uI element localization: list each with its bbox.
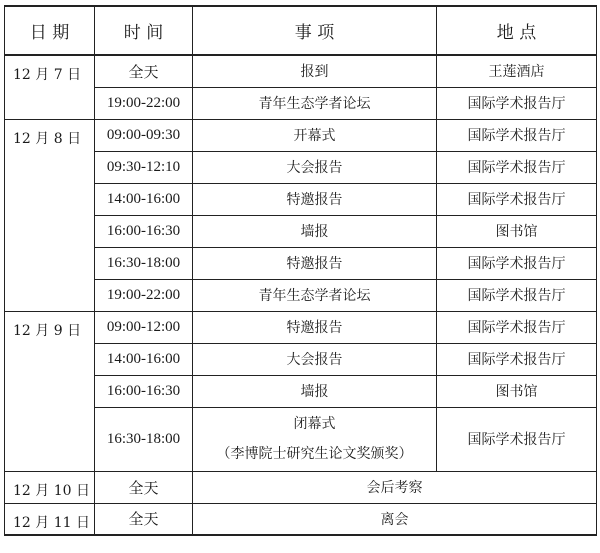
time-cell: 19:00-22:00	[95, 279, 193, 311]
time-cell: 16:00-16:30	[95, 215, 193, 247]
location-cell: 国际学术报告厅	[437, 279, 597, 311]
location-cell: 国际学术报告厅	[437, 311, 597, 343]
time-cell: 全天	[95, 55, 193, 87]
header-location: 地 点	[437, 6, 597, 55]
event-cell: 报到	[193, 55, 437, 87]
table-row	[5, 55, 597, 87]
event-title: 闭幕式	[293, 416, 336, 432]
location-cell: 国际学术报告厅	[437, 119, 597, 151]
event-cell: 特邀报告	[193, 183, 437, 215]
date-cell: 12 月 10 日	[5, 471, 95, 503]
date-cell: 12 月 7 日	[5, 55, 95, 119]
time-cell: 全天	[95, 503, 193, 535]
header-event: 事 项	[193, 6, 437, 55]
event-cell: 墙报	[193, 215, 437, 247]
time-cell: 16:30-18:00	[95, 407, 193, 471]
header-time: 时 间	[95, 6, 193, 55]
event-cell: 会后考察	[193, 471, 597, 503]
time-cell: 19:00-22:00	[95, 87, 193, 119]
event-cell: 青年生态学者论坛	[193, 87, 437, 119]
event-cell: 大会报告	[193, 151, 437, 183]
event-cell: 开幕式	[193, 119, 437, 151]
table-row	[5, 119, 597, 151]
time-cell: 14:00-16:00	[95, 183, 193, 215]
location-cell: 图书馆	[437, 215, 597, 247]
location-cell: 国际学术报告厅	[437, 151, 597, 183]
header-row	[5, 6, 597, 55]
date-cell: 12 月 11 日	[5, 503, 95, 535]
event-cell: 特邀报告	[193, 311, 437, 343]
table-row	[5, 471, 597, 503]
event-cell: 大会报告	[193, 343, 437, 375]
event-cell: 墙报	[193, 375, 437, 407]
location-cell: 国际学术报告厅	[437, 247, 597, 279]
table-row	[5, 503, 597, 535]
time-cell: 09:30-12:10	[95, 151, 193, 183]
location-cell: 图书馆	[437, 375, 597, 407]
time-cell: 16:30-18:00	[95, 247, 193, 279]
time-cell: 09:00-09:30	[95, 119, 193, 151]
date-cell: 12 月 9 日	[5, 311, 95, 471]
time-cell: 14:00-16:00	[95, 343, 193, 375]
event-cell	[193, 407, 437, 471]
table-row	[5, 311, 597, 343]
event-cell: 离会	[193, 503, 597, 535]
location-cell: 国际学术报告厅	[437, 87, 597, 119]
event-cell: 青年生态学者论坛	[193, 279, 437, 311]
location-cell: 王莲酒店	[437, 55, 597, 87]
location-cell: 国际学术报告厅	[437, 183, 597, 215]
date-cell: 12 月 8 日	[5, 119, 95, 311]
event-subtitle: （李博院士研究生论文奖颁奖）	[216, 446, 413, 462]
time-cell: 16:00-16:30	[95, 375, 193, 407]
header-date: 日 期	[5, 6, 95, 55]
time-cell: 全天	[95, 471, 193, 503]
event-cell: 特邀报告	[193, 247, 437, 279]
time-cell: 09:00-12:00	[95, 311, 193, 343]
location-cell: 国际学术报告厅	[437, 343, 597, 375]
location-cell: 国际学术报告厅	[437, 407, 597, 471]
schedule-table	[4, 5, 597, 536]
